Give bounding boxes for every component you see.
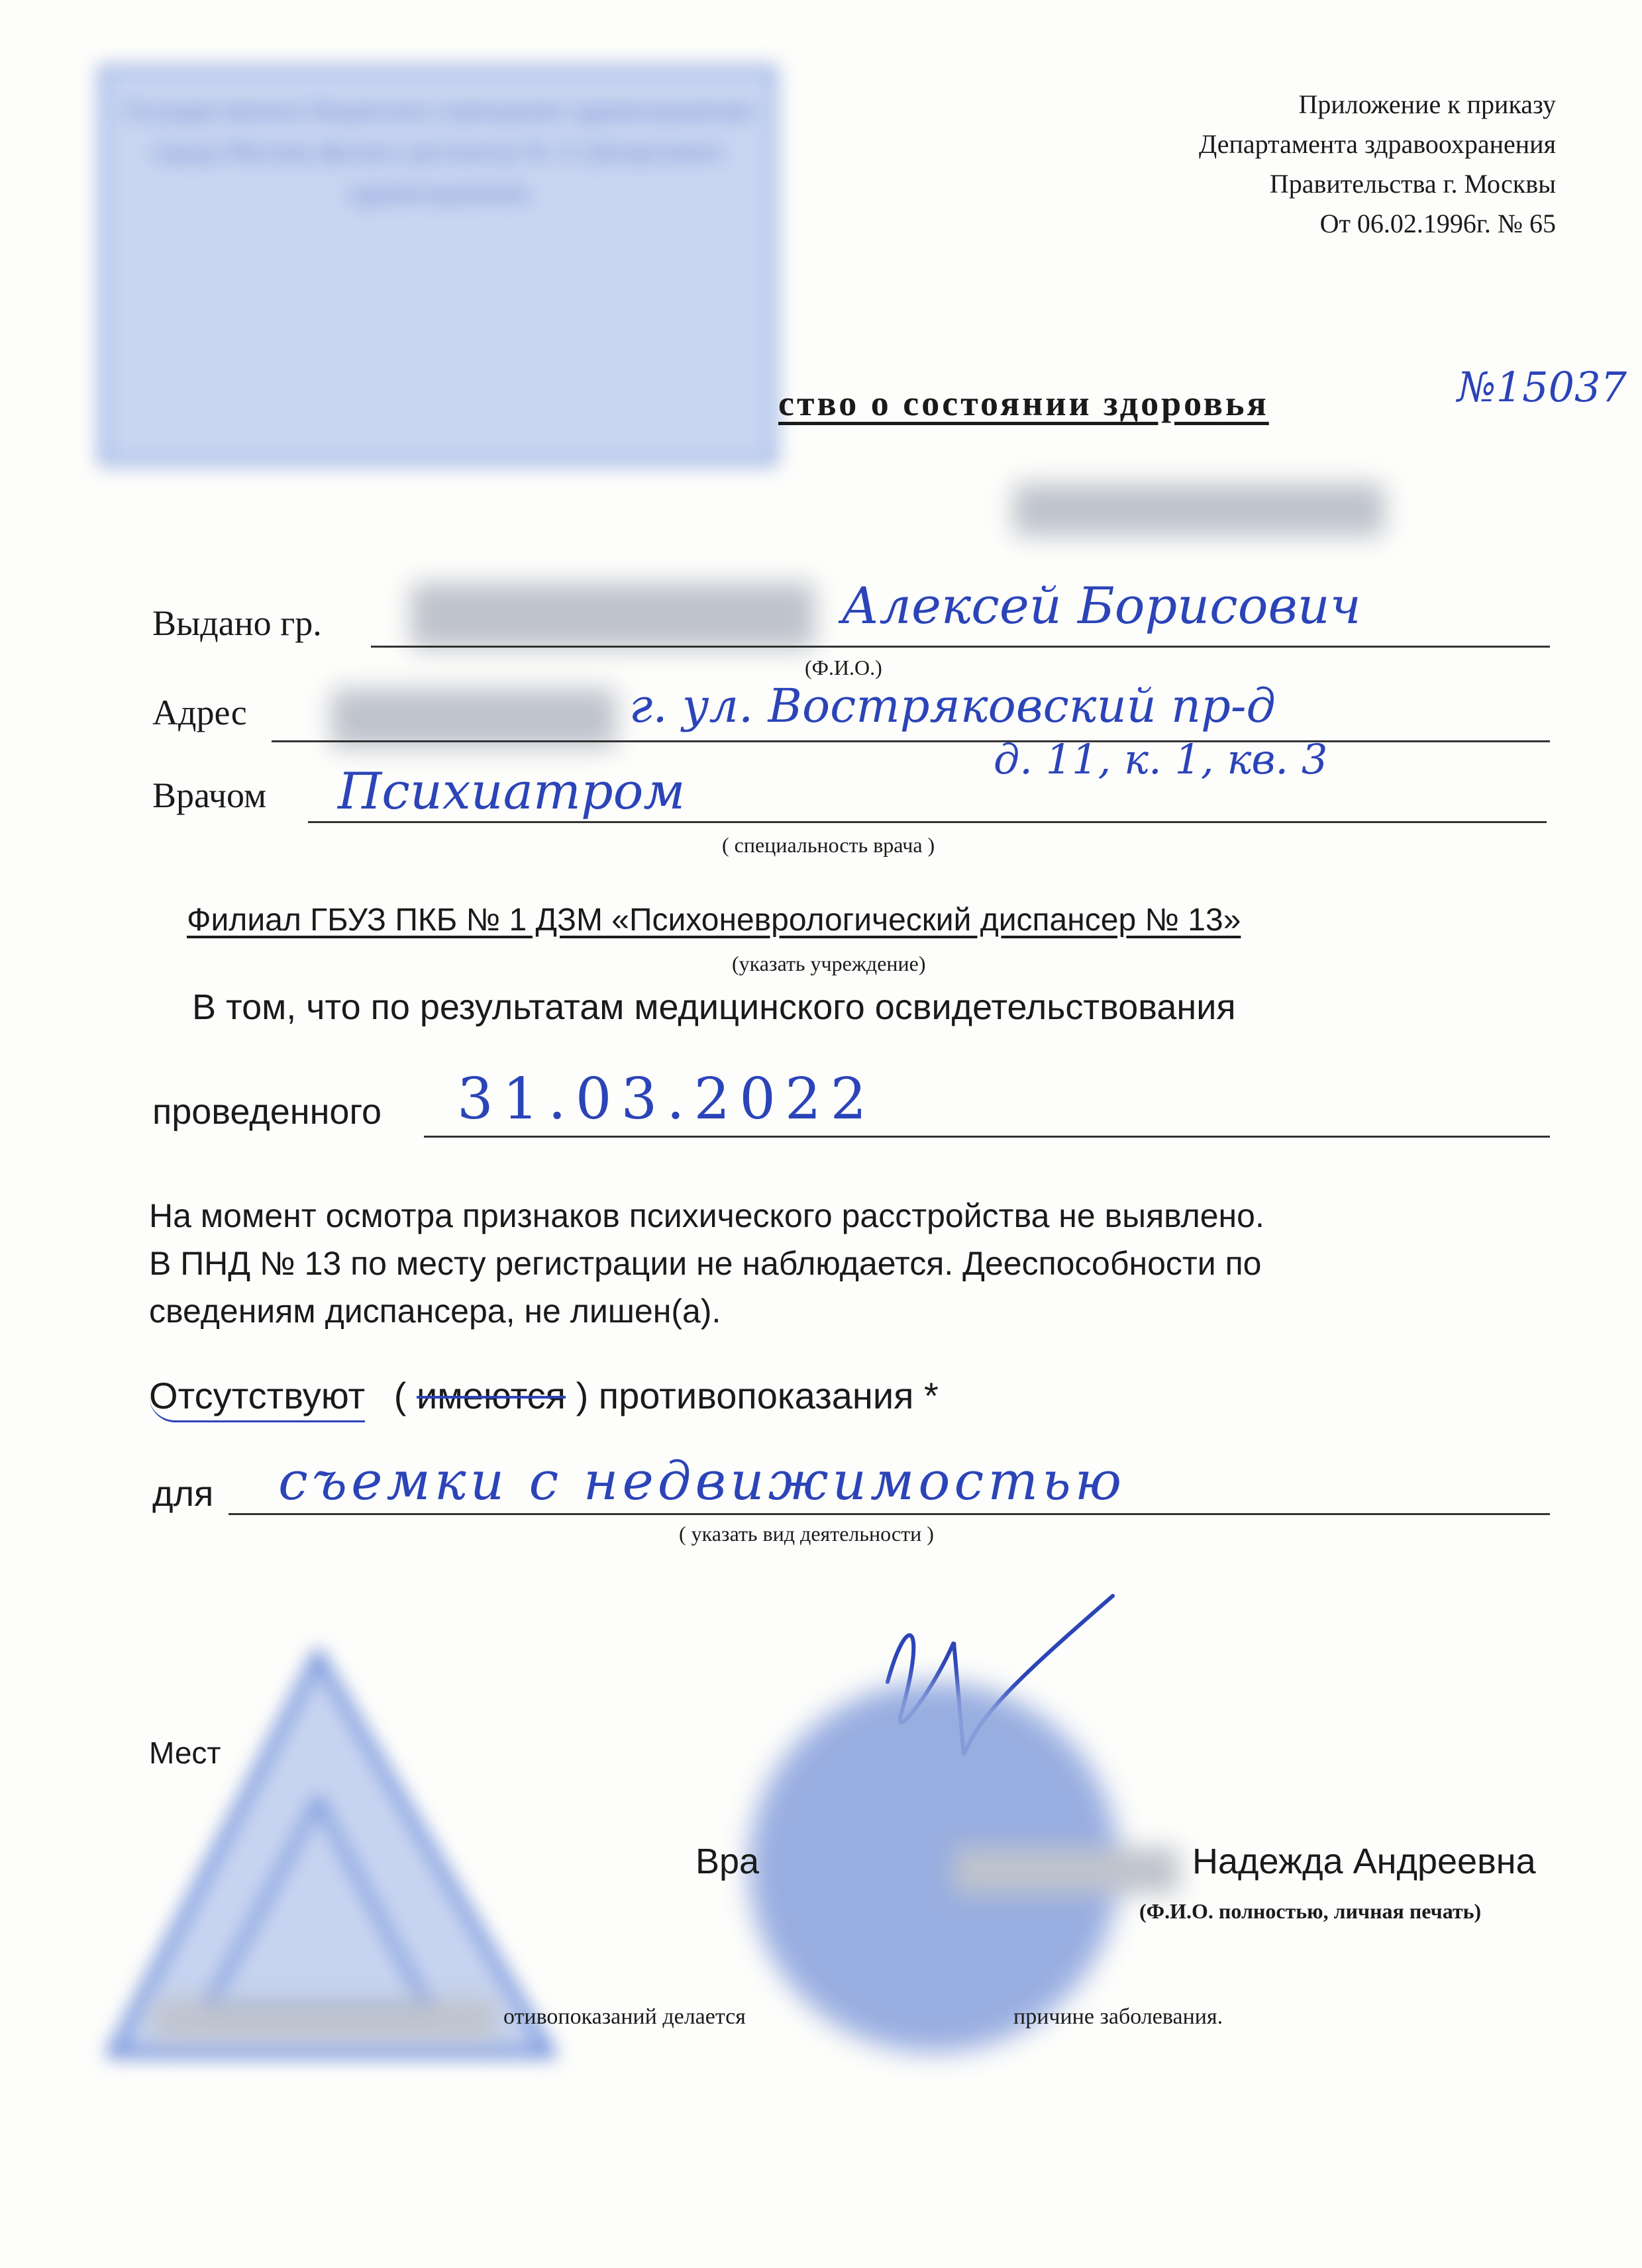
redacted-footnote-start <box>152 2000 497 2040</box>
order-reference <box>1199 85 1556 244</box>
exam-intro: В том, что по результатам медицинского освидетельствования <box>192 987 1236 1027</box>
doctor-line <box>308 821 1547 823</box>
order-line-2: Департамента здравоохранения <box>1198 129 1556 159</box>
contraindications-line <box>149 1374 939 1417</box>
address-line <box>272 740 1550 742</box>
redacted-doctor-surname <box>954 1848 1179 1894</box>
specialty-caption: ( специальность врача ) <box>722 833 935 857</box>
address-label: Адрес <box>152 693 247 732</box>
activity-label: для <box>152 1474 214 1514</box>
order-line-1: Приложение к приказу <box>1298 89 1556 119</box>
finding-line-3: сведениям диспансера, не лишен(а). <box>149 1293 721 1330</box>
contraindications-rest: ) противопоказания * <box>576 1375 939 1416</box>
exam-date: 31.03.2022 <box>457 1066 876 1132</box>
activity-value: съемки с недвижимостью <box>278 1450 1126 1512</box>
paren-open: ( <box>393 1375 407 1416</box>
conducted-line <box>424 1136 1550 1138</box>
doctor-sign-caption: (Ф.И.О. полностью, личная печать) <box>1139 1899 1482 1923</box>
order-line-4: От 06.02.1996г. № 65 <box>1319 209 1556 238</box>
institution-name: Филиал ГБУЗ ПКБ № 1 ДЗМ «Психоневрологический диспансер № 13» <box>187 903 1241 938</box>
present-option: имеются <box>416 1375 566 1416</box>
findings <box>149 1192 1264 1335</box>
address-street: г. ул. Востряковский пр-д <box>629 679 1276 733</box>
registration-number: №15037 <box>1457 363 1627 411</box>
doctor-label: Врачом <box>152 775 267 815</box>
issued-line <box>371 646 1550 648</box>
absent-option: Отсутствуют <box>149 1375 365 1422</box>
doctor-sign-prefix: Вра <box>695 1842 760 1881</box>
stamp-place-label: Мест <box>149 1736 221 1770</box>
issued-name: Алексей Борисович <box>841 576 1361 635</box>
activity-caption: ( указать вид деятельности ) <box>679 1522 934 1546</box>
finding-line-2: В ПНД № 13 по месту регистрации не наблюдается. Дееспособности по <box>149 1245 1262 1282</box>
document-title: ство о состоянии здоровья <box>778 383 1269 423</box>
fio-caption: (Ф.И.О.) <box>805 656 882 679</box>
institution-caption: (указать учреждение) <box>732 952 926 975</box>
order-line-3: Правительства г. Москвы <box>1269 169 1556 199</box>
redacted-surname <box>411 583 815 649</box>
doctor-specialty: Психиатром <box>338 762 686 820</box>
finding-line-1: На момент осмотра признаков психического расстройства не выявлено. <box>149 1197 1264 1234</box>
redacted-date <box>1013 483 1384 536</box>
redacted-city <box>331 689 616 748</box>
conducted-label: проведенного <box>152 1092 382 1132</box>
activity-line <box>229 1513 1550 1515</box>
issued-label: Выдано гр. <box>152 603 322 643</box>
doctor-sign-name: Надежда Андреевна <box>1192 1842 1536 1881</box>
footnote-part-2: причине заболевания. <box>1013 2004 1223 2029</box>
footnote-part-1: отивопоказаний делается <box>503 2004 746 2029</box>
institution-stamp: Государственное бюджетное учреждение здравоохранения города Москвы филиал диспансер № 13 Департамент здравоохранения <box>99 66 776 465</box>
address-building: д. 11, к. 1, кв. 3 <box>994 735 1328 783</box>
